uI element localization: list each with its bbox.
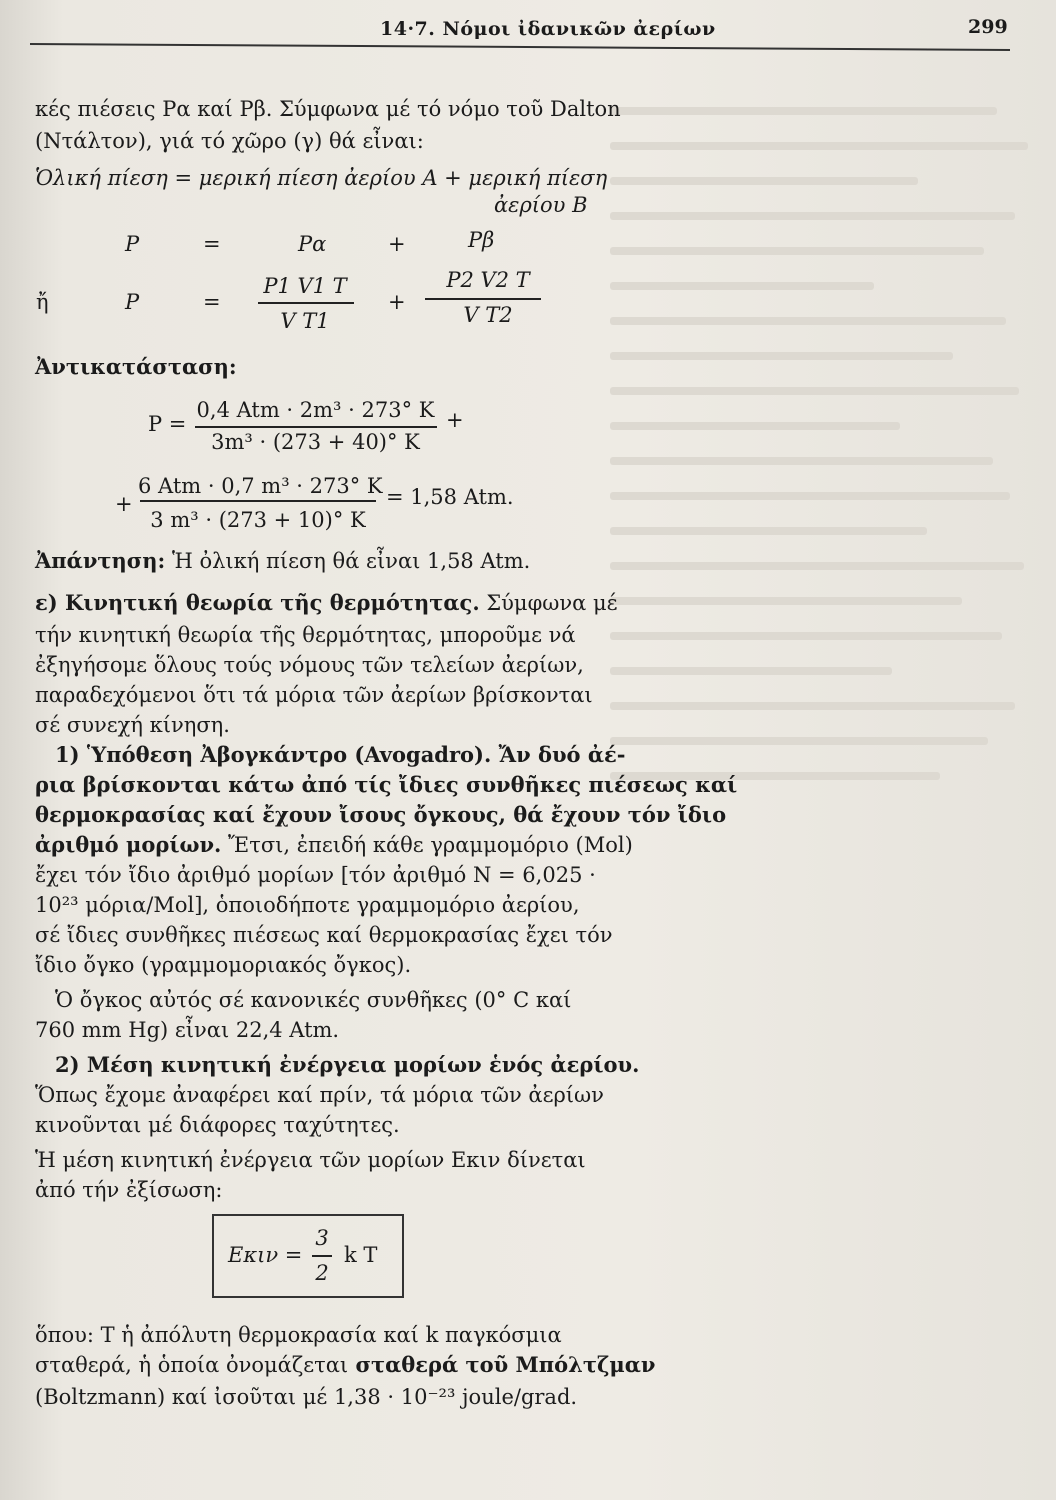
eq1-pa: Pα <box>298 232 327 256</box>
text-line: σέ ἴδιες συνθῆκες πιέσεως καί θερμοκρασίας ἔχει τόν <box>35 923 613 947</box>
text-line: 10²³ μόρια/Mol], ὁποιοδήποτε γραμμομόριο ἀερίου, <box>35 893 580 917</box>
text-line: Ὁ ὄγκος αὐτός σέ κανονικές συνθῆκες (0° C καί <box>55 988 572 1012</box>
fraction-denominator: 3 m³ · (273 + 10)° K <box>150 508 366 532</box>
fraction-bar <box>140 500 376 502</box>
fraction-denominator: V T1 <box>280 309 330 333</box>
text-line: παραδεχόμενοι ὅτι τά μόρια τῶν ἀερίων βρίσκονται <box>35 683 593 707</box>
text-line: ἐξηγήσομε ὅλους τούς νόμους τῶν τελείων ἀερίων, <box>35 653 584 677</box>
fraction-bar <box>425 298 541 300</box>
text-line: κές πιέσεις Pα καί Pβ. Σύμφωνα μέ τό νόμο τοῦ Dalton <box>35 97 621 121</box>
eq2-equals: = <box>203 290 221 314</box>
text-line: Ὁλική πίεση = μερική πίεση ἀερίου A + μερική πίεση <box>35 166 608 190</box>
text-line: ὅπου: T ἡ ἀπόλυτη θερμοκρασία καί k παγκόσμια <box>35 1323 562 1347</box>
fraction-bar <box>258 302 354 304</box>
fraction-denominator: 3m³ · (273 + 40)° K <box>211 430 420 454</box>
text-span: Ἔτσι, ἐπειδή κάθε γραμμομόριο (Mol) <box>221 833 633 857</box>
box-lhs: Eκιν = <box>228 1243 303 1267</box>
running-header: 14·7. Νόμοι ἰδανικῶν ἀερίων <box>380 18 716 40</box>
fraction-bar <box>195 426 437 428</box>
eq1-pb: Pβ <box>468 228 495 252</box>
text-line: ἀπό τήν ἐξίσωση: <box>35 1178 223 1202</box>
fraction-numerator: P2 V2 T <box>446 268 530 292</box>
header-rule <box>30 43 1010 51</box>
section-heading-line <box>35 590 618 616</box>
page-number: 299 <box>968 16 1008 38</box>
section-label: Ἀντικατάσταση: <box>35 354 237 379</box>
text-span: σταθερά τοῦ Μπόλτζμαν <box>348 1352 656 1377</box>
eq1-lhs: P <box>125 232 140 256</box>
text-line: (Ντάλτον), γιά τό χῶρο (γ) θά εἶναι: <box>35 129 424 153</box>
fraction-denominator: 2 <box>315 1261 329 1285</box>
fraction-numerator: 6 Atm · 0,7 m³ · 273° K <box>138 474 383 498</box>
text-line: ἴδιο ὄγκο (γραμμομοριακός ὄγκος). <box>35 953 412 977</box>
eq1-plus: + <box>388 232 406 256</box>
text-line <box>35 832 633 858</box>
text-line: ἀερίου B <box>494 193 588 217</box>
text-line: ἔχει τόν ἴδιο ἀριθμό μορίων [τόν ἀριθμό N = 6,025 · <box>35 863 596 887</box>
text-line: 1) Ὑπόθεση Ἀβογκάντρο (Avogadro). Ἄν δυό ἀέ- <box>55 742 626 767</box>
text-line: ρια βρίσκονται κάτω ἀπό τίς ἴδιες συνθῆκες πιέσεως καί <box>35 772 738 797</box>
text-line: θερμοκρασίας καί ἔχουν ἴσους ὄγκους, θά ἔχουν τόν ἴδιο <box>35 802 727 827</box>
formula-box <box>212 1214 404 1298</box>
text-line: 2) Μέση κινητική ἐνέργεια μορίων ἑνός ἀερίου. <box>55 1052 640 1077</box>
text-line: 760 mm Hg) εἶναι 22,4 Atm. <box>35 1018 340 1042</box>
eq4-result: = 1,58 Atm. <box>386 485 514 509</box>
text-span: Σύμφωνα μέ <box>479 591 618 615</box>
eq1-equals: = <box>203 232 221 256</box>
eq3-plus: + <box>446 408 464 432</box>
box-rhs: k T <box>344 1243 378 1267</box>
text-line: σέ συνεχή κίνηση. <box>35 713 230 737</box>
text-span: ἀριθμό μορίων. <box>35 832 222 857</box>
eq2-lhs: P <box>125 290 140 314</box>
text-line: (Boltzmann) καί ἰσοῦται μέ 1,38 · 10⁻²³ joule/grad. <box>35 1385 578 1409</box>
fraction-numerator: 0,4 Atm · 2m³ · 273° K <box>196 398 435 422</box>
answer-line <box>35 548 530 574</box>
eq2-plus: + <box>388 290 406 314</box>
text-line: τήν κινητική θεωρία τῆς θερμότητας, μποροῦμε νά <box>35 623 576 647</box>
text-line <box>35 1352 656 1378</box>
eq4-plus: + <box>115 492 133 516</box>
text-line: κινοῦνται μέ διάφορες ταχύτητες. <box>35 1113 400 1137</box>
text-line: Ἡ μέση κινητική ἐνέργεια τῶν μορίων Eκιν δίνεται <box>35 1148 586 1172</box>
section-heading: ε) Κινητική θεωρία τῆς θερμότητας. <box>35 590 480 615</box>
fraction-numerator: 3 <box>315 1226 329 1250</box>
bleed-through-text <box>610 80 1050 1440</box>
answer-label: Ἀπάντηση: <box>35 548 166 573</box>
or-word: ἤ <box>36 290 49 314</box>
text-line: Ὅπως ἔχομε ἀναφέρει καί πρίν, τά μόρια τῶν ἀερίων <box>35 1083 604 1107</box>
fraction-numerator: P1 V1 T <box>263 274 347 298</box>
answer-text: Ἡ ὀλική πίεση θά εἶναι 1,58 Atm. <box>165 549 531 573</box>
eq3-lhs: P = <box>148 412 187 436</box>
fraction-denominator: V T2 <box>463 303 513 327</box>
fraction-bar <box>312 1255 332 1257</box>
text-span: σταθερά, ἡ ὁποία ὀνομάζεται <box>35 1353 349 1377</box>
